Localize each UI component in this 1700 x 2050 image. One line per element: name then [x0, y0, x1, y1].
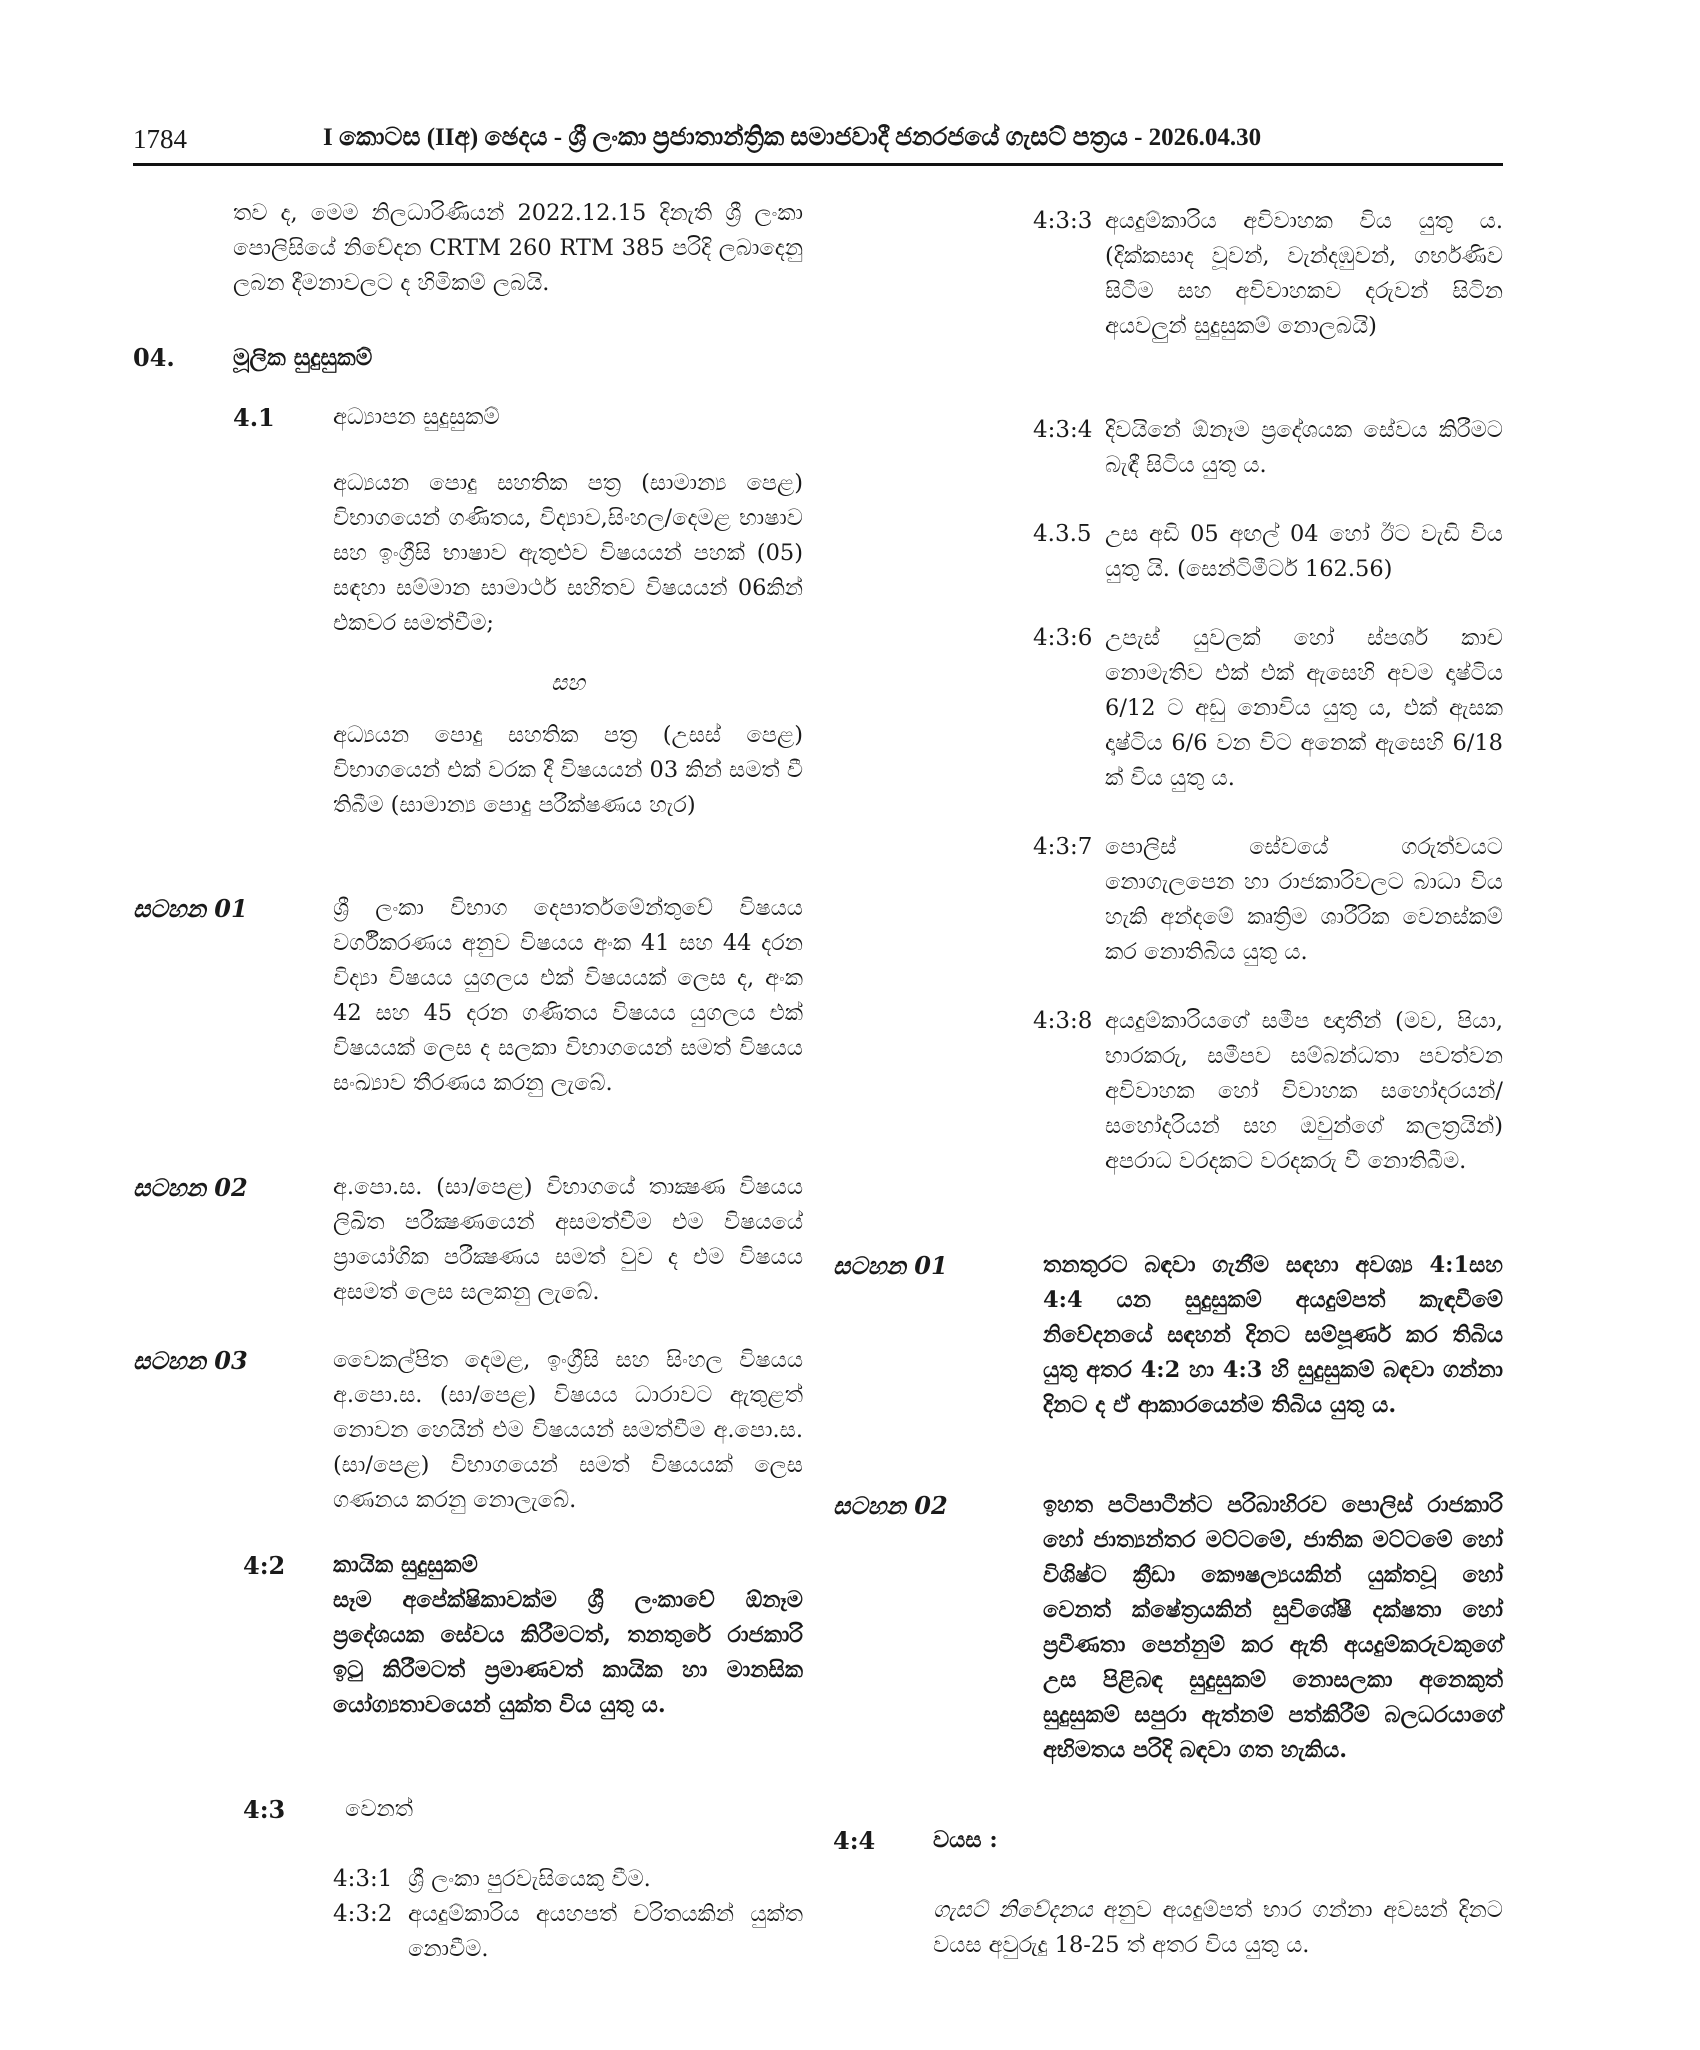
header-title: I කොටස (IIඅ) ඡෙදය - ශ්‍රී ලංකා ප්‍රජාතාන්ත්‍රික සමාජවාදී ජනරජයේ ගැසට් පත්‍රය - 2026.04.30 — [323, 124, 1262, 151]
note2-label: සටහන 02 — [133, 1173, 248, 1202]
section-number: 04. — [133, 343, 175, 372]
and-connector: සහ — [551, 670, 585, 696]
s437-number: 4:3:7 — [1033, 834, 1093, 860]
page-number: 1784 — [133, 124, 187, 154]
section-title: මූලික සුදුසුකම් — [233, 344, 373, 371]
s432-text: අයදුම්කාරිය අයහපත් චරිතයකින් යුක්ත නොවීම. — [408, 1901, 803, 1962]
note1-text: ශ්‍රී ලංකා විභාග දෙපාර්තමේන්තුවේ විෂයය වර්ගීකරණය අනුව විෂයය අංක 41 සහ 44 දරන විද්‍යා විෂයය යුගලය එක් විෂයයක් ලෙස ද, අංක 42 සහ 45 දරන ගණිතය විෂයය යුගලය එක් විෂයයක් ලෙස ද සලකා විභාගයෙන් සමත් විෂයය සංඛ්‍යාව තීරණය කරනු ලැබේ. — [333, 895, 803, 1096]
note1-label: සටහන 01 — [133, 894, 248, 923]
s43-number: 4:3 — [243, 1795, 286, 1824]
note3-text: වෛකල්පිත දෙමළ, ඉංග්‍රීසි සහ සිංහල විෂයය අ.පො.ස. (සා/පෙළ) විෂයය ධාරාවට ඇතුළත් නොවන හෙයින් එම විෂයයන් සමත්වීම අ.පො.ස. (සා/පෙළ) විභාගයෙන් සමත් විෂයයක් ලෙස ගණනය කරනු නොලැබේ. — [333, 1347, 803, 1513]
s43-title: වෙනත් — [345, 1796, 414, 1822]
s433-number: 4:3:3 — [1033, 208, 1093, 234]
s434-text: දිවයිනේ ඕනෑම ප්‍රදේශයක සේවය කිරීමට බැඳී සිටිය යුතු ය. — [1105, 417, 1503, 478]
s437-text: පොලිස් සේවයේ ගරුත්වයට නොගැලපෙන හා රාජකාරිවලට බාධා විය හැකි අන්දමේ කෘත්‍රිම ශාරීරික වෙනස්කම් කර නොතිබිය යුතු ය. — [1105, 834, 1503, 965]
s433-text: අයදුම්කාරිය අවිවාහක විය යුතු ය. (දික්කසාද වූවන්, වැන්දඹුවන්, ගර්භණිව සිටීම සහ අවිවාහකව දරුවන් සිටින අයවලුන් සුදුසුකම් නොලබයි) — [1105, 208, 1503, 339]
s436-text: උපැස් යුවලක් හෝ ස්පර්ශ කාච නොමැතිව එක් එක් ඇසෙහි අවම දෘෂ්ටිය 6/12 ට අඩු නොවිය යුතු ය, එක් ඇසක දෘෂ්ටිය 6/6 වන විට අනෙක් ඇසෙහි 6/18 ක් විය යුතු ය. — [1105, 625, 1503, 791]
s41-number: 4.1 — [233, 403, 275, 432]
s434-number: 4:3:4 — [1033, 417, 1093, 443]
s438-number: 4:3:8 — [1033, 1008, 1093, 1034]
s41-title: අධ්‍යාපන සුදුසුකම් — [333, 404, 500, 430]
page-header — [133, 120, 1503, 160]
s44-number: 4:4 — [833, 1826, 876, 1855]
s42-text: සෑම අපේක්ෂිකාවක්ම ශ්‍රී ලංකාවේ ඕනෑම ප්‍රදේශයක සේවය කිරීමටත්, තනතුරේ රාජකාරි ඉටු කිරීමටත් ප්‍රමාණවත් කායික හා මානසික යෝග්‍යතාවයෙන් යුක්ත විය යුතු ය. — [333, 1587, 803, 1718]
note2-text: අ.පො.ස. (සා/පෙළ) විභාගයේ තාක්‍ෂණ විෂයය ලිඛිත පරීක්‍ෂණයෙන් අසමත්වීම එම විෂයයේ ප්‍රායෝගික පරීක්‍ෂණය සමත් වුව ද එම විෂයය අසමත් ලෙස සලකනු ලැබේ. — [333, 1174, 803, 1305]
s41-paragraph-1: අධ්‍යයන පොදු සහතික පත්‍ර (සාමාන්‍ය පෙළ) විභාගයෙන් ගණිතය, විද්‍යාව,සිංහල/දෙමළ භාෂාව සහ ඉංග්‍රීසි භාෂාව ඇතුළුව විෂයයන් පහක් (05) සඳහා සම්මාන සාමාර්ථ සහිතව විෂයයන් 06කින් එකවර සමත්වීම; — [333, 470, 803, 636]
s44-text-italic: ගැසට් නිවේදනය — [933, 1897, 1093, 1923]
s431-number: 4:3:1 — [333, 1866, 393, 1892]
s42-title: කායික සුදුසුකම් — [333, 1552, 478, 1578]
s44-text-rest: අනුව අයදුම්පත් භාර ගන්නා අවසන් දිනට වයස අවුරුදු 18-25 ත් අතර විය යුතු ය. — [933, 1897, 1503, 1958]
note2-right-text: ඉහත පටිපාටීන්ට පරිබාහිරව පොලිස් රාජකාරි හෝ ජාත්‍යන්තර මට්ටමේ, ජාතික මට්ටමේ හෝ විශිෂ්ට ක්‍රීඩා කෞෂල්‍යයකින් යුක්තවූ හෝ වෙනත් ක්ෂේත්‍රයකින් සුවිශේෂී දක්ෂතා හෝ ප්‍රවීණතා පෙන්නුම් කර ඇති අයදුම්කරුවකුගේ උස පිළිබඳ සුදුසුකම් නොසලකා අනෙකුත් සුදුසුකම් සපුරා ඇත්නම් පත්කිරීම් බලධරයාගේ අභිමතය පරිදි බඳවා ගත හැකිය. — [1043, 1492, 1503, 1763]
header-rule — [133, 163, 1503, 166]
s431-text: ශ්‍රී ලංකා පුරවැසියෙකු වීම. — [408, 1866, 651, 1892]
s41-paragraph-2: අධ්‍යයන පොදු සහතික පත්‍ර (උසස් පෙළ) විභාගයෙන් එක් වරක දී විෂයයන් 03 කින් සමත් වී තිබීම (සාමාන්‍ය පොදු පරීක්ෂණය හැර) — [333, 722, 803, 818]
s432-number: 4:3:2 — [333, 1901, 393, 1927]
s44-title: වයස : — [933, 1827, 998, 1853]
s42-number: 4:2 — [243, 1551, 286, 1580]
note3-label: සටහන 03 — [133, 1346, 248, 1375]
s44-text — [933, 1893, 1503, 1963]
s436-number: 4:3:6 — [1033, 625, 1093, 651]
s438-text: අයදුම්කාරියගේ සමීප ඥාතීන් (මව, පියා, භාරකරු, සමීපව සම්බන්ධතා පවත්වන අවිවාහක හෝ විවාහක සහෝදරයන්/ සහෝදරියන් සහ ඔවුන්ගේ කලත්‍රයින්) අපරාධ වරදකට වරදකරු වී නොතිබීම. — [1105, 1008, 1503, 1174]
s435-number: 4.3.5 — [1033, 521, 1092, 547]
note1-right-text: තනතුරට බඳවා ගැනීම සඳහා අවශ්‍ය 4:1සහ 4:4 යන සුදුසුකම් අයදුම්පත් කැඳවීමේ නිවේදනයේ සඳහන් දිනට සම්පූර්ණ කර තිබිය යුතු අතර 4:2 හා 4:3 හි සුදුසුකම් බඳවා ගන්නා දිනට ද ඒ ආකාරයෙන්ම තිබිය යුතු ය. — [1043, 1252, 1503, 1418]
note2-right-label: සටහන 02 — [833, 1491, 948, 1520]
intro-paragraph: තව ද, මෙම නිලධාරිණියන් 2022.12.15 දිනැති ශ්‍රී ලංකා පොලිසියේ නිවේදන CRTM 260 RTM 385 පරිදි ලබාදෙනු ලබන දීමනාවලට ද හිමිකම් ලබයි. — [233, 200, 803, 296]
s435-text: උස අඩි 05 අඟල් 04 හෝ ඊට වැඩි විය යුතු යි. (සෙන්ටිමීටර් 162.56) — [1105, 521, 1503, 582]
note1-right-label: සටහන 01 — [833, 1251, 948, 1280]
